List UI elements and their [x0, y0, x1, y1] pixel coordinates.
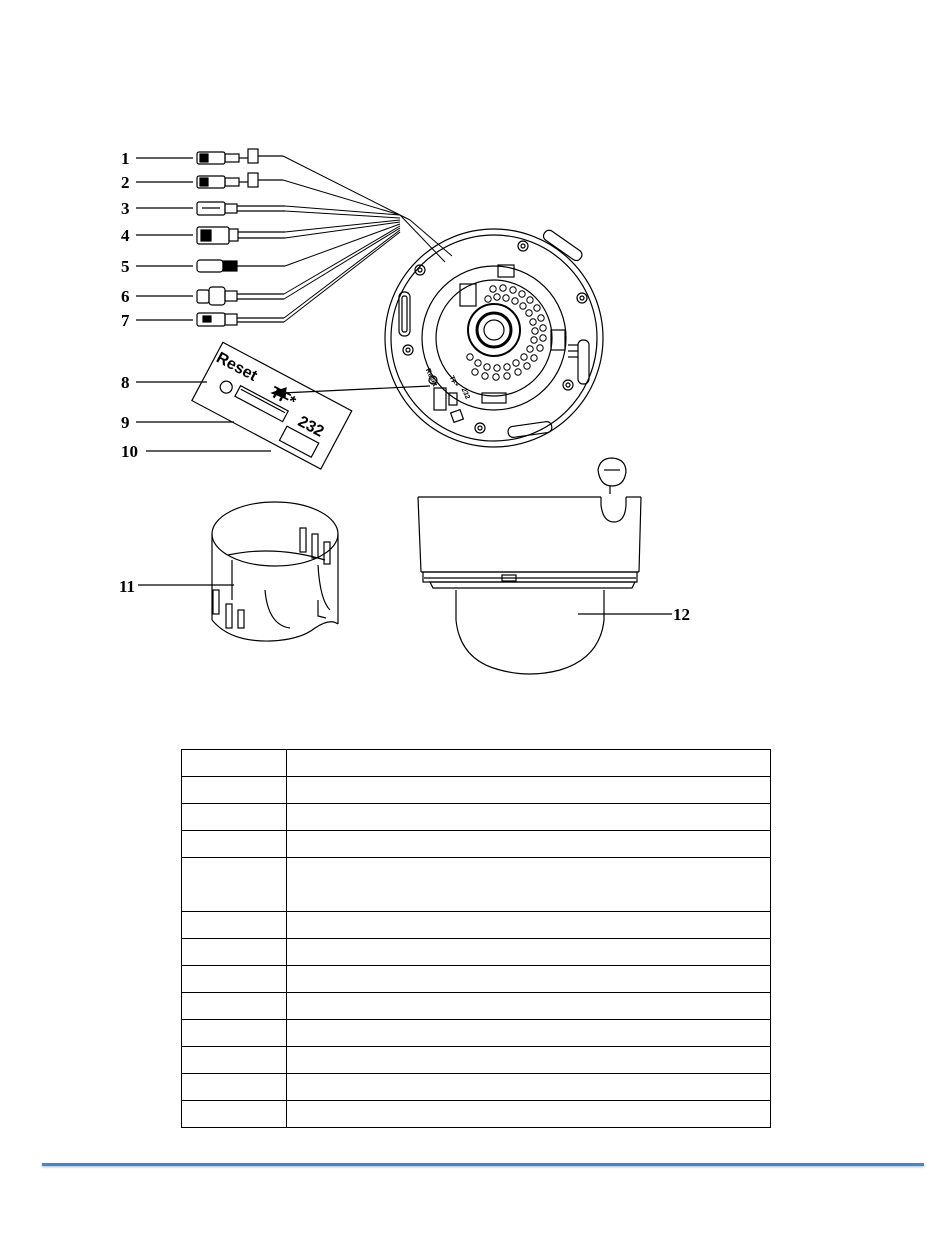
- callout-number: 10: [121, 442, 138, 461]
- callout-number: 7: [121, 311, 130, 330]
- table-row: [182, 858, 771, 912]
- callout-number: 6: [121, 287, 130, 306]
- callout-number: 3: [121, 199, 130, 218]
- dc-power-connector-icon: [197, 287, 284, 305]
- table-cell-description: [287, 939, 771, 966]
- callout-10: [121, 442, 271, 461]
- callout-3: [121, 199, 193, 218]
- table-cell-number: [182, 1101, 287, 1128]
- table-cell-description: [287, 1047, 771, 1074]
- base-232-label: 232: [459, 386, 471, 401]
- table-row: [182, 1101, 771, 1128]
- footer-divider: [42, 1163, 924, 1166]
- table-row: [182, 912, 771, 939]
- table-cell-description: [287, 858, 771, 912]
- callout-2: [121, 173, 193, 192]
- base-tf-label: TF*: [447, 374, 459, 389]
- table-cell-number: [182, 912, 287, 939]
- callout-number: 12: [673, 605, 690, 624]
- table-cell-number: [182, 1020, 287, 1047]
- table-cell-description: [287, 750, 771, 777]
- callout-11: [119, 577, 234, 596]
- table-row: [182, 1047, 771, 1074]
- callout-number: 11: [119, 577, 136, 596]
- table-cell-description: [287, 966, 771, 993]
- rs232-label: 232: [294, 413, 327, 441]
- table-row: [182, 831, 771, 858]
- table-cell-description: [287, 1074, 771, 1101]
- callout-number: 5: [121, 257, 130, 276]
- video-bnc-connector-icon: [197, 260, 285, 272]
- callout-number: 2: [121, 173, 130, 192]
- callout-4: [121, 226, 193, 245]
- table-cell-description: [287, 804, 771, 831]
- callout-12: [578, 605, 690, 624]
- callout-number: 4: [121, 226, 130, 245]
- table-cell-number: [182, 1074, 287, 1101]
- table-cell-description: [287, 912, 771, 939]
- tf-card-label: TF*: [267, 383, 299, 411]
- table-cell-number: [182, 1047, 287, 1074]
- reset-button-icon: [218, 379, 234, 395]
- component-description-table: [181, 749, 771, 1128]
- callout-number: 1: [121, 149, 130, 168]
- table-cell-description: [287, 1020, 771, 1047]
- trim-ring: [212, 502, 338, 641]
- table-cell-number: [182, 777, 287, 804]
- camera-base-top-view: [385, 228, 603, 447]
- table-row: [182, 1074, 771, 1101]
- table-cell-number: [182, 939, 287, 966]
- table-cell-description: [287, 1101, 771, 1128]
- table-row: [182, 939, 771, 966]
- table-row: [182, 993, 771, 1020]
- table-cell-description: [287, 777, 771, 804]
- base-reset-label: Reset: [423, 367, 439, 388]
- table-cell-number: [182, 831, 287, 858]
- callout-number: 9: [121, 413, 130, 432]
- table-row: [182, 777, 771, 804]
- table-cell-description: [287, 831, 771, 858]
- power-terminal-connector-icon: [197, 227, 285, 244]
- cable-bundle: [283, 156, 452, 322]
- rj45-network-connector-icon: [197, 313, 284, 326]
- audio-in-connector-icon: [197, 149, 283, 164]
- callout-8: [121, 373, 207, 392]
- callout-5: [121, 257, 193, 276]
- callout-number: 8: [121, 373, 130, 392]
- table-cell-number: [182, 858, 287, 912]
- callout-6: [121, 287, 193, 306]
- table-cell-number: [182, 750, 287, 777]
- table-row: [182, 966, 771, 993]
- callout-7: [121, 311, 193, 330]
- table-row: [182, 804, 771, 831]
- dome-housing-side-view: [418, 458, 641, 674]
- table-cell-description: [287, 993, 771, 1020]
- table-cell-number: [182, 966, 287, 993]
- table-cell-number: [182, 804, 287, 831]
- table-row: [182, 1020, 771, 1047]
- table-row: [182, 750, 771, 777]
- alarm-connector-icon: [197, 202, 285, 215]
- callout-1: [121, 149, 193, 168]
- audio-out-connector-icon: [197, 173, 283, 188]
- io-panel-enlarged: [192, 342, 352, 469]
- callout-9: [121, 413, 234, 432]
- ir-led-array: [467, 285, 546, 380]
- reset-label: Reset: [213, 349, 260, 385]
- table-cell-number: [182, 993, 287, 1020]
